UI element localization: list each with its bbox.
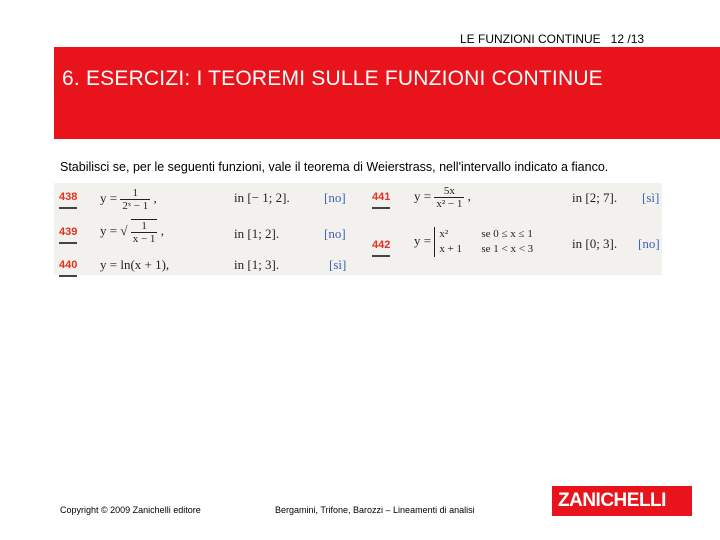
exercise-interval: in [1; 3]. [234,257,280,272]
exercise-interval: in [0; 3]. [572,236,618,251]
fraction-denominator: 2ˣ − 1 [122,200,149,212]
formula-lhs: y = √ [100,222,128,238]
exercise-interval: in [1; 2]. [234,226,280,241]
fraction [131,219,158,245]
footer-copyright: Copyright © 2009 Zanichelli editore [60,505,201,515]
title-banner [54,47,720,139]
exercise-answer: [no] [638,236,660,251]
slide-title: 6. ESERCIZI: I TEOREMI SULLE FUNZIONI CONTINUE [62,67,603,90]
exercise-number-text: 442 [372,239,391,251]
exercise-number [59,226,77,238]
piece-expression: x + 1 [439,243,463,255]
piece-condition: se 1 < x < 3 [481,243,534,255]
formula-lhs: y = [414,188,432,204]
exercise-formula: y = ln(x + 1), [100,257,170,272]
exercise-formula: y = √ $\frac{1}{x - 1}$ , [100,220,164,245]
publisher-logo [552,486,692,516]
exercise-number [59,191,77,203]
exercise-answer: [sì] [642,190,660,205]
fraction-denominator: x² − 1 [436,198,463,210]
footer-authors: Bergamini, Trifone, Barozzi – Lineamenti di analisi [275,505,475,515]
fraction-numerator: 5x [434,185,464,198]
formula-lhs: y = [414,232,432,248]
exercise-number-text: 441 [372,191,391,203]
fraction [434,185,464,210]
exercise-number-text: 438 [59,191,78,203]
logo-text: ZANICHELLI [558,490,666,511]
exercise-panel [54,183,662,275]
chapter-title: LE FUNZIONI CONTINUE [460,32,601,46]
exercise-number [372,191,390,203]
exercise-formula: y = $\frac{5x}{\text{x² − 1}}$ , [414,185,471,210]
exercise-interval: in [− 1; 2]. [234,190,290,205]
exercise-number-text: 440 [59,259,78,271]
exercise-answer: [no] [324,190,346,205]
exercise-number [372,239,390,251]
exercise-formula [414,227,533,257]
exercise-interval: in [2; 7]. [572,190,618,205]
fraction [120,187,150,212]
piecewise-definition [434,227,533,257]
exercise-formula: y = $\frac{1}{\text{2ˣ − 1}}$ , [100,187,157,212]
fraction-denominator: x − 1 [132,233,156,245]
fraction-numerator: 1 [120,187,150,200]
exercise-number [59,259,77,271]
exercise-answer: [no] [324,226,346,241]
piece-expression: x² [439,228,449,240]
exercise-answer: [sì] [329,257,347,272]
fraction-numerator: 1 [131,220,158,233]
exercise-number-text: 439 [59,226,78,238]
instruction-text: Stabilisci se, per le seguenti funzioni, vale il teorema di Weierstrass, nell'intervallo indicato a fianco. [60,160,609,174]
chapter-header [460,32,644,46]
page-number: 12 /13 [610,32,645,46]
formula-lhs: y = [100,190,118,206]
piece-condition: se 0 ≤ x ≤ 1 [481,228,533,240]
